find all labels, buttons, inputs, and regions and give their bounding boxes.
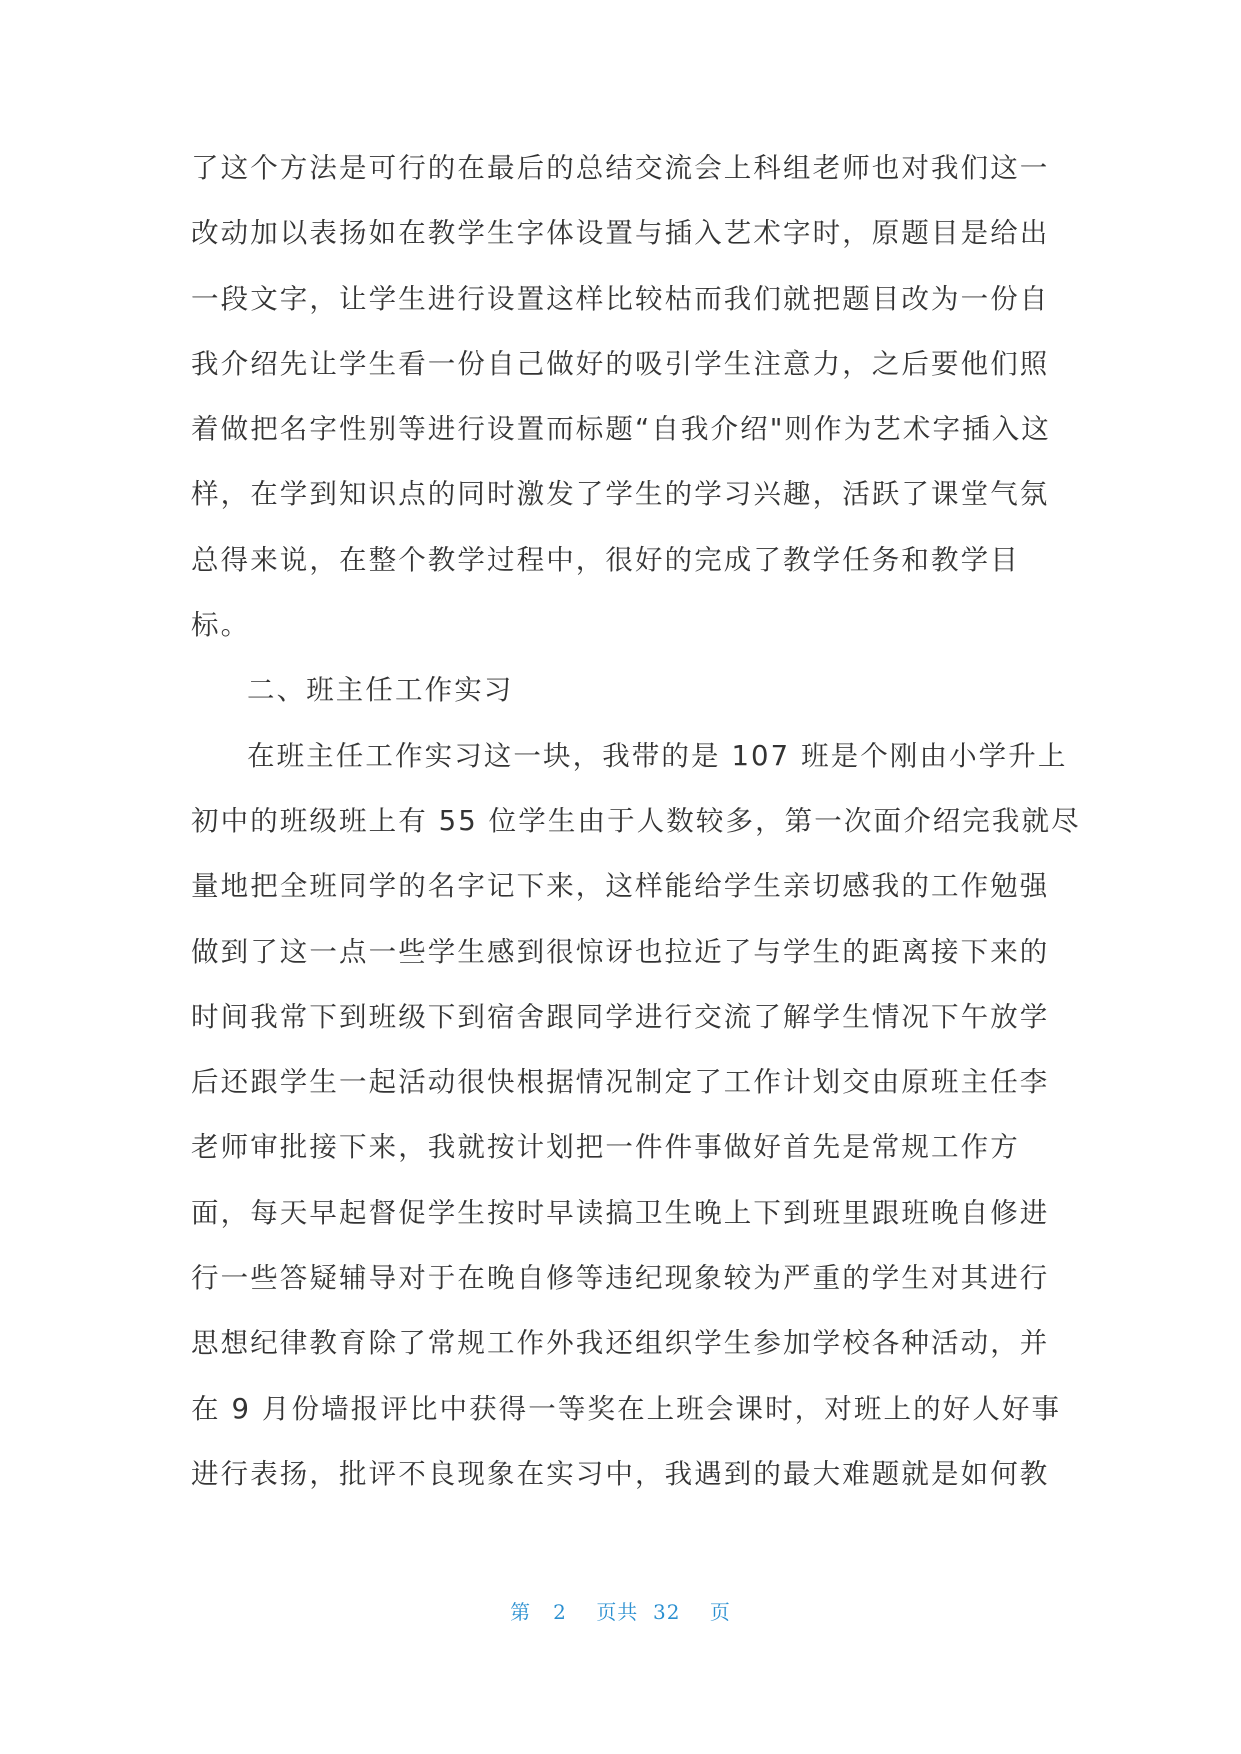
total-pages-number: 32 [653, 1600, 681, 1624]
paragraph-line: 进行表扬，批评不良现象在实习中，我遇到的最大难题就是如何教 [191, 1457, 1050, 1490]
paragraph-line: 一段文字，让学生进行设置这样比较枯而我们就把题目改为一份自 [191, 282, 1050, 315]
paragraph-line: 做到了这一点一些学生感到很惊讶也拉近了与学生的距离接下来的 [191, 935, 1050, 968]
body-text [191, 136, 1081, 1507]
paragraph-line: 改动加以表扬如在教学生字体设置与插入艺术字时，原题目是给出 [191, 217, 1050, 250]
paragraph-line: 行一些答疑辅导对于在晚自修等违纪现象较为严重的学生对其进行 [191, 1262, 1050, 1295]
paragraph-line: 总得来说，在整个教学过程中，很好的完成了教学任务和教学目 [191, 543, 1020, 576]
paragraph-line: 在班主任工作实习这一块，我带的是 107 班是个刚由小学升上 [247, 739, 1068, 772]
paragraph-line: 时间我常下到班级下到宿舍跟同学进行交流了解学生情况下午放学 [191, 1000, 1050, 1033]
paragraph-line: 思想纪律教育除了常规工作外我还组织学生参加学校各种活动，并 [191, 1327, 1050, 1360]
paragraph-line: 后还跟学生一起活动很快根据情况制定了工作计划交由原班主任李 [191, 1066, 1050, 1099]
paragraph-line: 在 9 月份墙报评比中获得一等奖在上班会课时，对班上的好人好事 [191, 1392, 1062, 1425]
paragraph-line: 我介绍先让学生看一份自己做好的吸引学生注意力，之后要他们照 [191, 347, 1050, 380]
paragraph-line: 着做把名字性别等进行设置而标题“自我介绍"则作为艺术字插入这 [191, 413, 1051, 446]
paragraph-line: 面，每天早起督促学生按时早读搞卫生晚上下到班里跟班晚自修进 [191, 1196, 1050, 1229]
footer-end-label: 页 [709, 1600, 731, 1624]
paragraph-line: 老师审批接下来，我就按计划把一件件事做好首先是常规工作方 [191, 1131, 1020, 1164]
paragraph-line: 量地把全班同学的名字记下来，这样能给学生亲切感我的工作勉强 [191, 870, 1050, 903]
page-footer [0, 1596, 1241, 1625]
footer-total-label: 页共 [596, 1600, 639, 1624]
footer-page-label: 第 [510, 1600, 532, 1624]
paragraph-line: 样，在学到知识点的同时激发了学生的学习兴趣，活跃了课堂气氛 [191, 478, 1050, 511]
paragraph-line: 标。 [191, 609, 251, 642]
paragraph-line: 初中的班级班上有 55 位学生由于人数较多，第一次面介绍完我就尽 [191, 804, 1081, 837]
paragraph-line: 了这个方法是可行的在最后的总结交流会上科组老师也对我们这一 [191, 152, 1050, 184]
current-page-number: 2 [553, 1600, 567, 1624]
section-heading: 二、班主任工作实习 [247, 674, 514, 707]
